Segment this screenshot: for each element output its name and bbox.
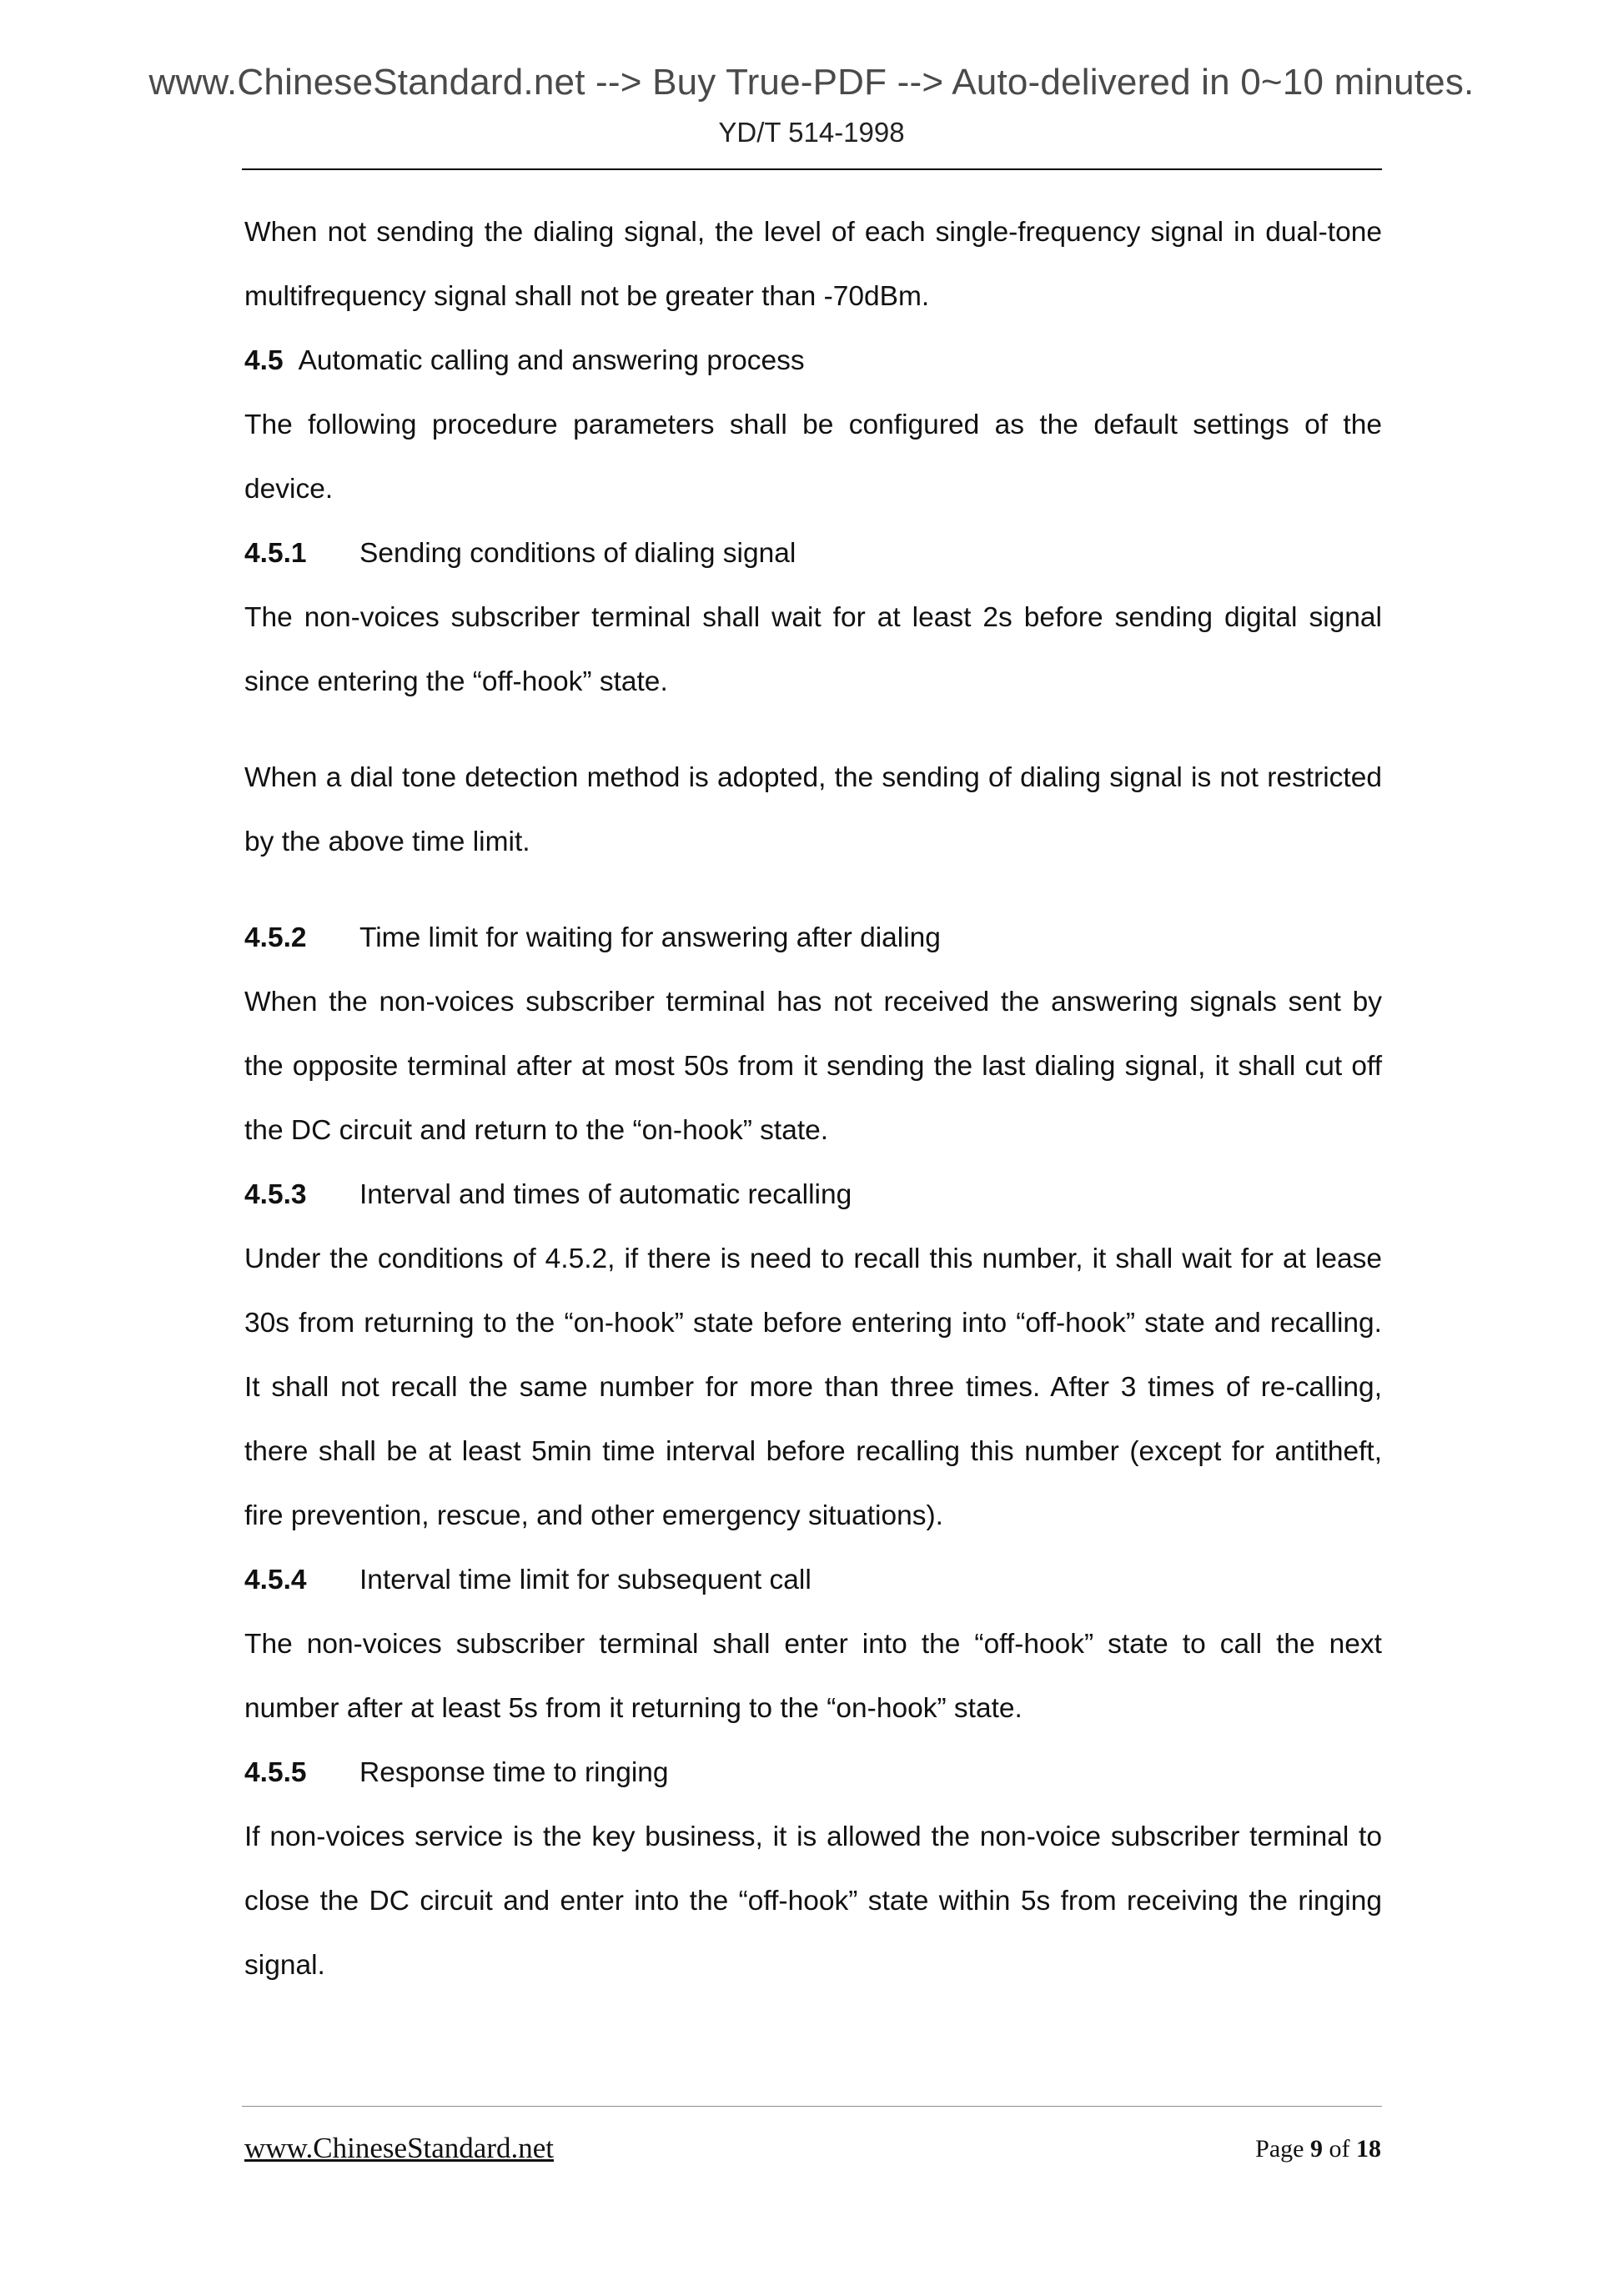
section-title: Automatic calling and answering process — [298, 345, 805, 376]
section-title: Response time to ringing — [359, 1757, 669, 1788]
section-number: 4.5.4 — [244, 1565, 307, 1595]
paragraph: If non-voices service is the key business, it is allowed the non-voice subscriber terminal to close the DC circuit and enter into the “off-hook” state within 5s from receiving the ringing signal. — [244, 1821, 1382, 1981]
section-title: Sending conditions of dialing signal — [359, 538, 796, 569]
footer-website-link[interactable]: www.ChineseStandard.net — [244, 2132, 554, 2164]
page-indicator — [1255, 2135, 1381, 2163]
section-title: Interval and times of automatic recalling — [359, 1179, 852, 1210]
section-heading-4-5-4 — [244, 1548, 1382, 1612]
page-number: 9 — [1310, 2135, 1323, 2163]
of-label: of — [1329, 2135, 1350, 2163]
paragraph: The non-voices subscriber terminal shall enter into the “off-hook” state to call the next number after at least 5s from it returning to the “on-hook” state. — [244, 1629, 1382, 1724]
document-body — [244, 200, 1382, 1997]
section-title: Time limit for waiting for answering after dialing — [359, 922, 941, 953]
section-number: 4.5.2 — [244, 922, 307, 953]
section-heading-4-5-2 — [244, 906, 1382, 970]
section-heading-4-5-3 — [244, 1163, 1382, 1227]
header-banner: www.ChineseStandard.net --> Buy True-PDF --> Auto-delivered in 0~10 minutes. — [148, 62, 1475, 103]
paragraph: The following procedure parameters shall be configured as the default settings of the device. — [244, 409, 1382, 505]
section-heading-4-5-5 — [244, 1741, 1382, 1805]
section-number: 4.5.1 — [244, 538, 307, 569]
header-divider — [242, 168, 1382, 170]
page-label: Page — [1255, 2135, 1304, 2163]
standard-code: YD/T 514-1998 — [718, 117, 905, 148]
paragraph: When not sending the dialing signal, the level of each single-frequency signal in dual-tone multifrequency signal shall not be greater than -70dBm. — [244, 217, 1382, 312]
paragraph: Under the conditions of 4.5.2, if there is need to recall this number, it shall wait for at lease 30s from returning to the “on-hook” state before entering into “off-hook” state and recalling. It shall not recall the same number for more than three times. After 3 times of re-calling, there shall be at least 5min time interval before recalling this number (except for antitheft, fire prevention, rescue, and other emergency situations). — [244, 1243, 1382, 1531]
section-heading-4-5-1 — [244, 521, 1382, 585]
section-title: Interval time limit for subsequent call — [359, 1565, 812, 1595]
footer-divider — [242, 2106, 1382, 2107]
section-number: 4.5 — [244, 345, 284, 376]
page-total: 18 — [1356, 2135, 1381, 2163]
paragraph: The non-voices subscriber terminal shall wait for at least 2s before sending digital signal since entering the “off-hook” state. — [244, 602, 1382, 697]
section-number: 4.5.3 — [244, 1179, 307, 1210]
paragraph: When a dial tone detection method is adopted, the sending of dialing signal is not restricted by the above time limit. — [244, 762, 1382, 857]
paragraph: When the non-voices subscriber terminal has not received the answering signals sent by the opposite terminal after at most 50s from it sending the last dialing signal, it shall cut off the DC circuit and return to the “on-hook” state. — [244, 987, 1382, 1146]
section-number: 4.5.5 — [244, 1757, 307, 1788]
section-heading-4-5 — [244, 329, 1382, 393]
